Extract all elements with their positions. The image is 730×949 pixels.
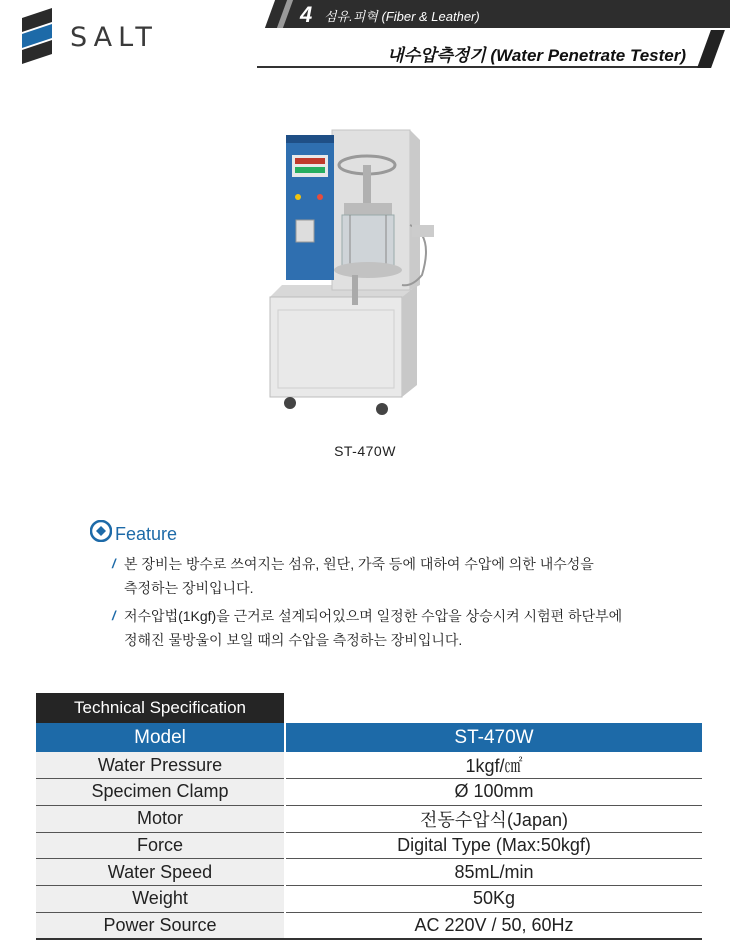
spec-value: Ø 100mm <box>285 779 702 806</box>
table-row <box>36 752 702 779</box>
feature-bullet <box>112 552 672 600</box>
page-title: 내수압측정기 (Water Penetrate Tester) <box>387 46 686 65</box>
table-row <box>36 886 702 913</box>
table-row <box>36 832 702 859</box>
spec-value: 85mL/min <box>285 859 702 886</box>
spec-label: Specimen Clamp <box>36 779 285 806</box>
table-row <box>36 805 702 832</box>
table-row <box>36 859 702 886</box>
spec-value: AC 220V / 50, 60Hz <box>285 912 702 939</box>
spec-label: Force <box>36 832 285 859</box>
spec-value: Digital Type (Max:50kgf) <box>285 832 702 859</box>
feature-bullet-line: 저수압법(1Kgf)을 근거로 설계되어있으며 일정한 수압을 상승시켜 시험편 하단부에 <box>124 608 623 624</box>
feature-bullet-line: 측정하는 장비입니다. <box>124 580 254 596</box>
table-row <box>36 912 702 939</box>
spec-label: Motor <box>36 805 285 832</box>
brand-name: SALT <box>70 22 158 53</box>
spec-label: Water Pressure <box>36 752 285 779</box>
bullet-mark: / <box>112 556 116 571</box>
spec-label: Weight <box>36 886 285 913</box>
spec-value: 전동수압식(Japan) <box>285 805 702 832</box>
title-underline <box>257 66 707 68</box>
spec-table <box>36 723 702 940</box>
spec-model-label: Model <box>36 723 285 752</box>
spec-label: Water Speed <box>36 859 285 886</box>
feature-icon <box>90 520 112 542</box>
chapter-label: 섬유.피혁 (Fiber & Leather) <box>324 9 480 24</box>
title-accent-bar <box>697 30 725 68</box>
table-row <box>36 779 702 806</box>
spec-value: 50Kg <box>285 886 702 913</box>
spec-model-row <box>36 723 702 752</box>
product-image <box>262 125 437 420</box>
spec-model-value: ST-470W <box>285 723 702 752</box>
feature-bullet <box>112 604 672 652</box>
spec-label: Power Source <box>36 912 285 939</box>
spec-heading: Technical Specification <box>36 693 284 723</box>
feature-bullet-line: 정해진 물방울이 보일 때의 수압을 측정하는 장비입니다. <box>124 632 463 648</box>
feature-bullet-line: 본 장비는 방수로 쓰여지는 섬유, 원단, 가죽 등에 대하여 수압에 의한 내수성을 <box>124 556 594 572</box>
feature-heading: Feature <box>115 524 178 544</box>
spec-value: 1kgf/㎠ <box>285 752 702 779</box>
chapter-number: 4 <box>300 2 313 27</box>
product-model-caption: ST-470W <box>334 443 396 459</box>
bullet-mark: / <box>112 608 116 623</box>
